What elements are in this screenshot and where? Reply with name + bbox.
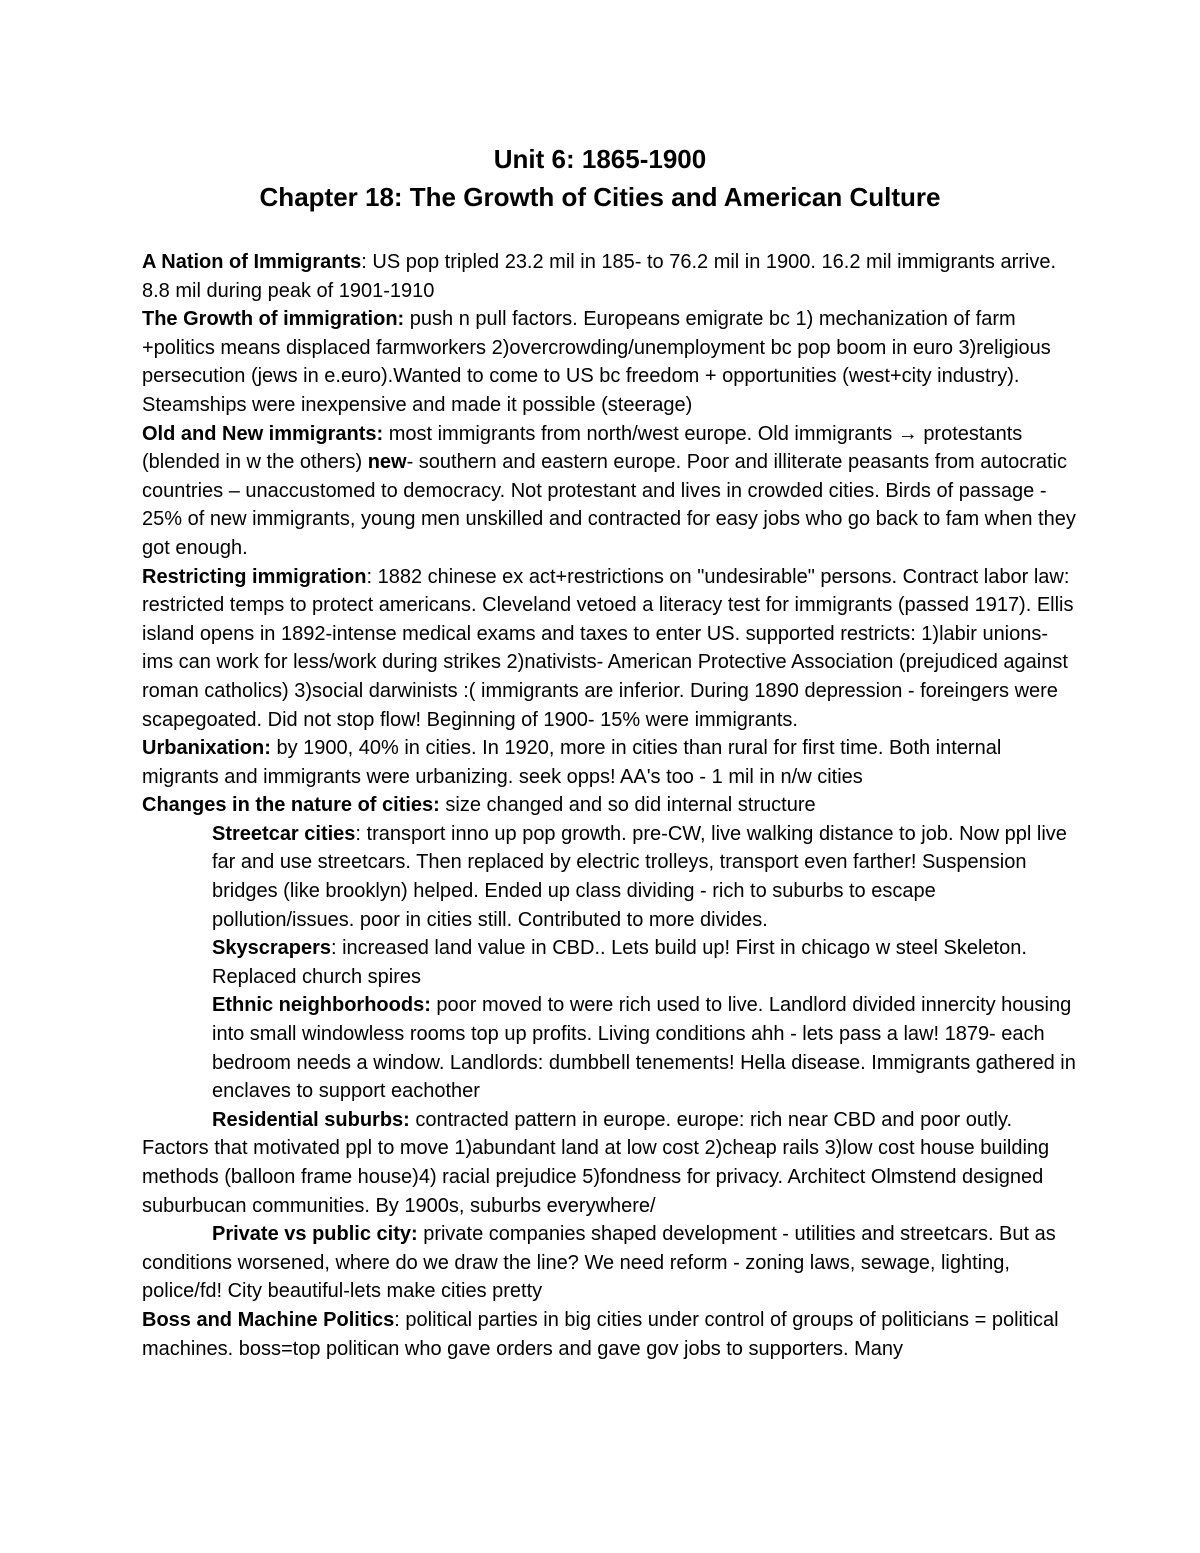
section-heading: Streetcar cities <box>212 822 356 845</box>
section-text: poor moved to were rich used to live. Landlord divided innercity housing into small windowless rooms top up profits. Living conditions ahh - lets pass a law! 1879- each bedroom needs a window. Landlords: dumbbell tenements! Hella disease. Immigrants gathered in enclaves to support eachother <box>212 994 1076 1103</box>
section-heading: Restricting immigration <box>142 565 367 588</box>
section-nation-of-immigrants <box>142 248 1077 305</box>
section-heading: Changes in the nature of cities: <box>142 794 440 817</box>
section-heading: Skyscrapers <box>212 937 331 960</box>
section-heading: Old and New immigrants: <box>142 422 384 445</box>
chapter-title: Chapter 18: The Growth of Cities and American Culture <box>259 182 941 212</box>
section-text: : political parties in big cities under control of groups of politicians = political machines. boss=top politican who gave orders and gave gov jobs to supporters. Many <box>142 1308 1059 1360</box>
title-block <box>0 140 1200 216</box>
section-changes-in-cities <box>142 791 1077 820</box>
section-restricting-immigration <box>142 563 1077 735</box>
section-text: : 1882 chinese ex act+restrictions on "undesirable" persons. Contract labor law: restricted temps to protect americans. Cleveland vetoed a literacy test for immigrants (passed 1917). Ellis island opens in 1892-intense medical exams and taxes to enter US. supported restricts: 1)labir unions-ims can work for less/work during strikes 2)nativists- American Protective Association (prejudiced against roman catholics) 3)social darwinists :( immigrants are inferior. During 1890 depression - foreingers were scapegoated. Did not stop flow! Beginning of 1900- 15% were immigrants. <box>142 565 1074 731</box>
subsection-private-vs-public-city <box>142 1220 1077 1306</box>
section-text: : increased land value in CBD.. Lets build up! First in chicago w steel Skeleton. Replaced church spires <box>212 937 1027 988</box>
section-text: size changed and so did internal structure <box>439 794 816 817</box>
section-subheading: new <box>367 451 407 474</box>
section-heading: Urbanixation: <box>142 737 271 760</box>
section-old-and-new-immigrants <box>142 420 1077 563</box>
section-heading: Boss and Machine Politics <box>142 1308 395 1331</box>
section-text: by 1900, 40% in cities. In 1920, more in cities than rural for first time. Both internal migrants and immigrants were urbanizing. seek opps! AA's too - 1 mil in n/w cities <box>142 737 1002 788</box>
section-heading: The Growth of immigration: <box>142 308 405 331</box>
section-urbanization <box>142 734 1077 791</box>
section-text: contracted pattern in europe. europe: rich near CBD and poor outly. Factors that motivated ppl to move 1)abundant land at low cost 2)cheap rails 3)low cost house building methods (balloon frame house)4) racial prejudice 5)fondness for privacy. Architect Olmstend designed suburbucan communities. By 1900s, suburbs everywhere/ <box>142 1108 1050 1217</box>
subsection-skyscrapers <box>142 934 1077 991</box>
section-text: most immigrants from north/west europe. Old immigrants → protestants (blended in w the others) <box>142 422 1023 474</box>
section-text: private companies shaped development - utilities and streetcars. But as conditions worsened, where do we draw the line? We need reform - zoning laws, sewage, lighting, police/fd! City beautiful-lets make cities pretty <box>142 1223 1056 1303</box>
section-heading: Residential suburbs: <box>212 1108 410 1131</box>
section-text: push n pull factors. Europeans emigrate bc 1) mechanization of farm +politics means displaced farmworkers 2)overcrowding/unemployment bc pop boom in euro 3)religious persecution (jews in e.euro).Wanted to come to US bc freedom + opportunities (west+city industry). Steamships were inexpensive and made it possible (steerage) <box>142 308 1051 416</box>
notes-body <box>142 248 1077 1363</box>
section-heading: A Nation of Immigrants <box>142 251 362 273</box>
unit-title: Unit 6: 1865-1900 <box>493 144 707 174</box>
section-text: : US pop tripled 23.2 mil in 185- to 76.2 mil in 1900. 16.2 mil immigrants arrive. 8.8 mil during peak of 1901-1910 <box>142 251 1057 302</box>
subsection-residential-suburbs <box>142 1106 1077 1220</box>
subsection-ethnic-neighborhoods <box>142 991 1077 1105</box>
subsection-streetcar-cities <box>142 820 1077 934</box>
section-growth-of-immigration <box>142 305 1077 419</box>
section-text: : transport inno up pop growth. pre-CW, live walking distance to job. Now ppl live far and use streetcars. Then replaced by electric trolleys, transport even farther! Suspension bridges (like brooklyn) helped. Ended up class dividing - rich to suburbs to escape pollution/issues. poor in cities still. Contributed to more divides. <box>212 822 1067 931</box>
section-boss-and-machine-politics <box>142 1306 1077 1363</box>
section-heading: Private vs public city: <box>212 1223 418 1246</box>
section-text: - southern and eastern europe. Poor and illiterate peasants from autocratic countries – unaccustomed to democracy. Not protestant and lives in crowded cities. Birds of passage - 25% of new immigrants, young men unskilled and contracted for easy jobs who go back to fam when they got enough. <box>142 451 1076 559</box>
section-heading: Ethnic neighborhoods: <box>212 994 431 1017</box>
